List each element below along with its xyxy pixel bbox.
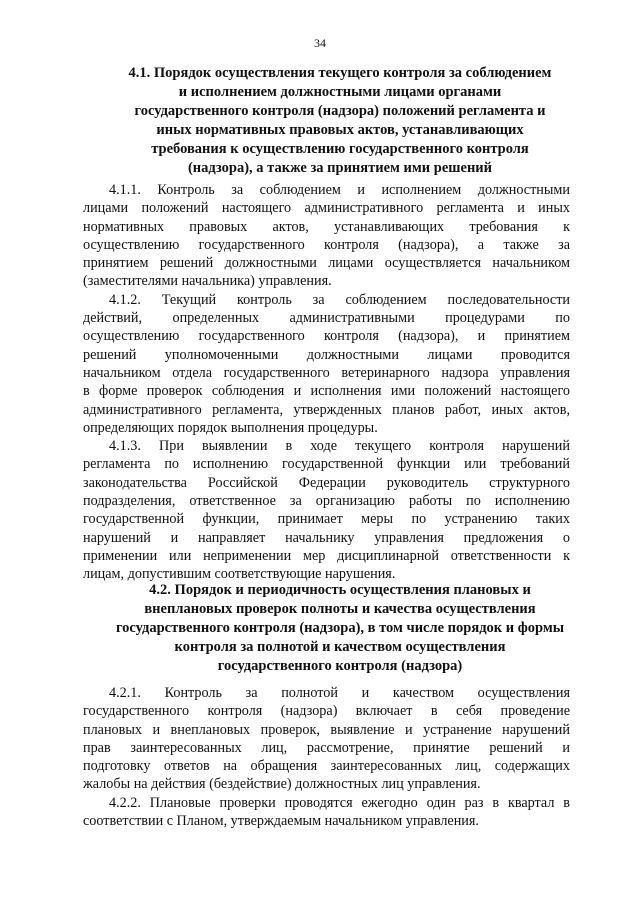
heading-line: и исполнением должностными лицами органами	[178, 84, 502, 100]
text-line: в форме проверок соблюдения и исполнения ими положений настоящего	[83, 383, 570, 400]
text-line: осуществлению государственного контроля (надзора), а также за	[83, 236, 570, 253]
text-line: подразделения, ответственное за организацию работы по исполнению	[83, 493, 570, 510]
section-4-2-heading	[100, 581, 580, 676]
heading-line: (надзора), а также за принятием ими решений	[187, 160, 493, 176]
text-line: применении или неприменении мер дисциплинарной ответственности к	[83, 547, 570, 564]
text-line: действий, определенных административными процедурами по	[83, 310, 570, 327]
text-line: лицам, допустившим соответствующие нарушения.	[83, 566, 396, 583]
section-4-1-body	[83, 181, 570, 584]
text-line: лицами положений настоящего административного регламента и иных	[83, 200, 570, 217]
heading-line: внеплановых проверок полноты и качества осуществления	[144, 601, 536, 617]
text-line: подготовку ответов на обращения заинтересованных лиц, содержащих	[83, 758, 570, 775]
text-line: 4.2.1. Контроль за полнотой и качеством осуществления	[109, 685, 570, 701]
text-line: решений уполномоченными должностными лицами проводится	[83, 346, 570, 363]
heading-line: иных нормативных правовых актов, устанавливающих	[156, 122, 524, 138]
text-line: плановых и внеплановых проверок, выявление и устранение нарушений	[83, 721, 570, 738]
text-line: начальником отдела государственного ветеринарного надзора управления	[83, 364, 570, 381]
text-line: государственной функции, принимает меры по устранению таких	[83, 511, 570, 528]
text-line: регламента по исполнению государственной функции или требований	[83, 456, 570, 473]
text-line: 4.1.1. Контроль за соблюдением и исполнением должностными	[109, 182, 570, 198]
paragraph-4-2-2	[83, 794, 570, 831]
text-line: прав заинтересованных лиц, рассмотрение, принятие решений и	[83, 739, 570, 756]
heading-line: контроля за полнотой и качеством осуществления	[174, 639, 506, 655]
text-line: 4.1.2. Текущий контроль за соблюдением последовательности	[109, 291, 570, 308]
text-line: административного регламента, утвержденных планов работ, иных актов,	[83, 401, 570, 418]
text-line: осуществлению государственного контроля (надзора), и принятием	[83, 328, 570, 345]
heading-line: государственного контроля (надзора), в том числе порядок и формы	[115, 620, 565, 636]
text-line: жалобы на действия (бездействие) должностных лиц управления.	[83, 776, 481, 793]
page-number: 34	[314, 36, 326, 50]
heading-line: 4.1. Порядок осуществления текущего контроля за соблюдением	[128, 65, 552, 81]
paragraph-4-1-3	[83, 437, 570, 583]
text-line: нормативных правовых актов, устанавливающих требования к	[83, 218, 570, 235]
paragraph-4-1-1	[83, 181, 570, 291]
text-line: соответствии с Планом, утверждаемым начальником управления.	[83, 813, 479, 830]
text-line: нарушений и направляет начальнику управления предложения о	[83, 529, 570, 546]
heading-line: 4.2. Порядок и периодичность осуществления плановых и	[149, 582, 531, 598]
text-line: законодательства Российской Федерации руководитель структурного	[83, 474, 570, 491]
text-line: (заместителями начальника) управления.	[83, 273, 332, 290]
paragraph-4-2-1	[83, 684, 570, 794]
text-line: 4.1.3. При выявлении в ходе текущего контроля нарушений	[109, 438, 570, 455]
section-4-2-body	[83, 684, 570, 830]
text-line: государственного контроля (надзора) включает в себя проведение	[83, 703, 570, 720]
text-line: 4.2.2. Плановые проверки проводятся ежегодно один раз в квартал в	[109, 794, 570, 811]
heading-line: государственного контроля (надзора) положений регламента и	[134, 103, 546, 119]
heading-line: государственного контроля (надзора)	[217, 658, 463, 674]
text-line: определяющих порядок выполнения процедуры.	[83, 419, 378, 436]
text-line: принятием решений должностными лицами осуществляется начальником	[83, 255, 570, 272]
paragraph-4-1-2	[83, 291, 570, 437]
heading-line: требования к осуществлению государственного контроля	[151, 141, 529, 157]
section-4-1-heading	[100, 64, 580, 178]
